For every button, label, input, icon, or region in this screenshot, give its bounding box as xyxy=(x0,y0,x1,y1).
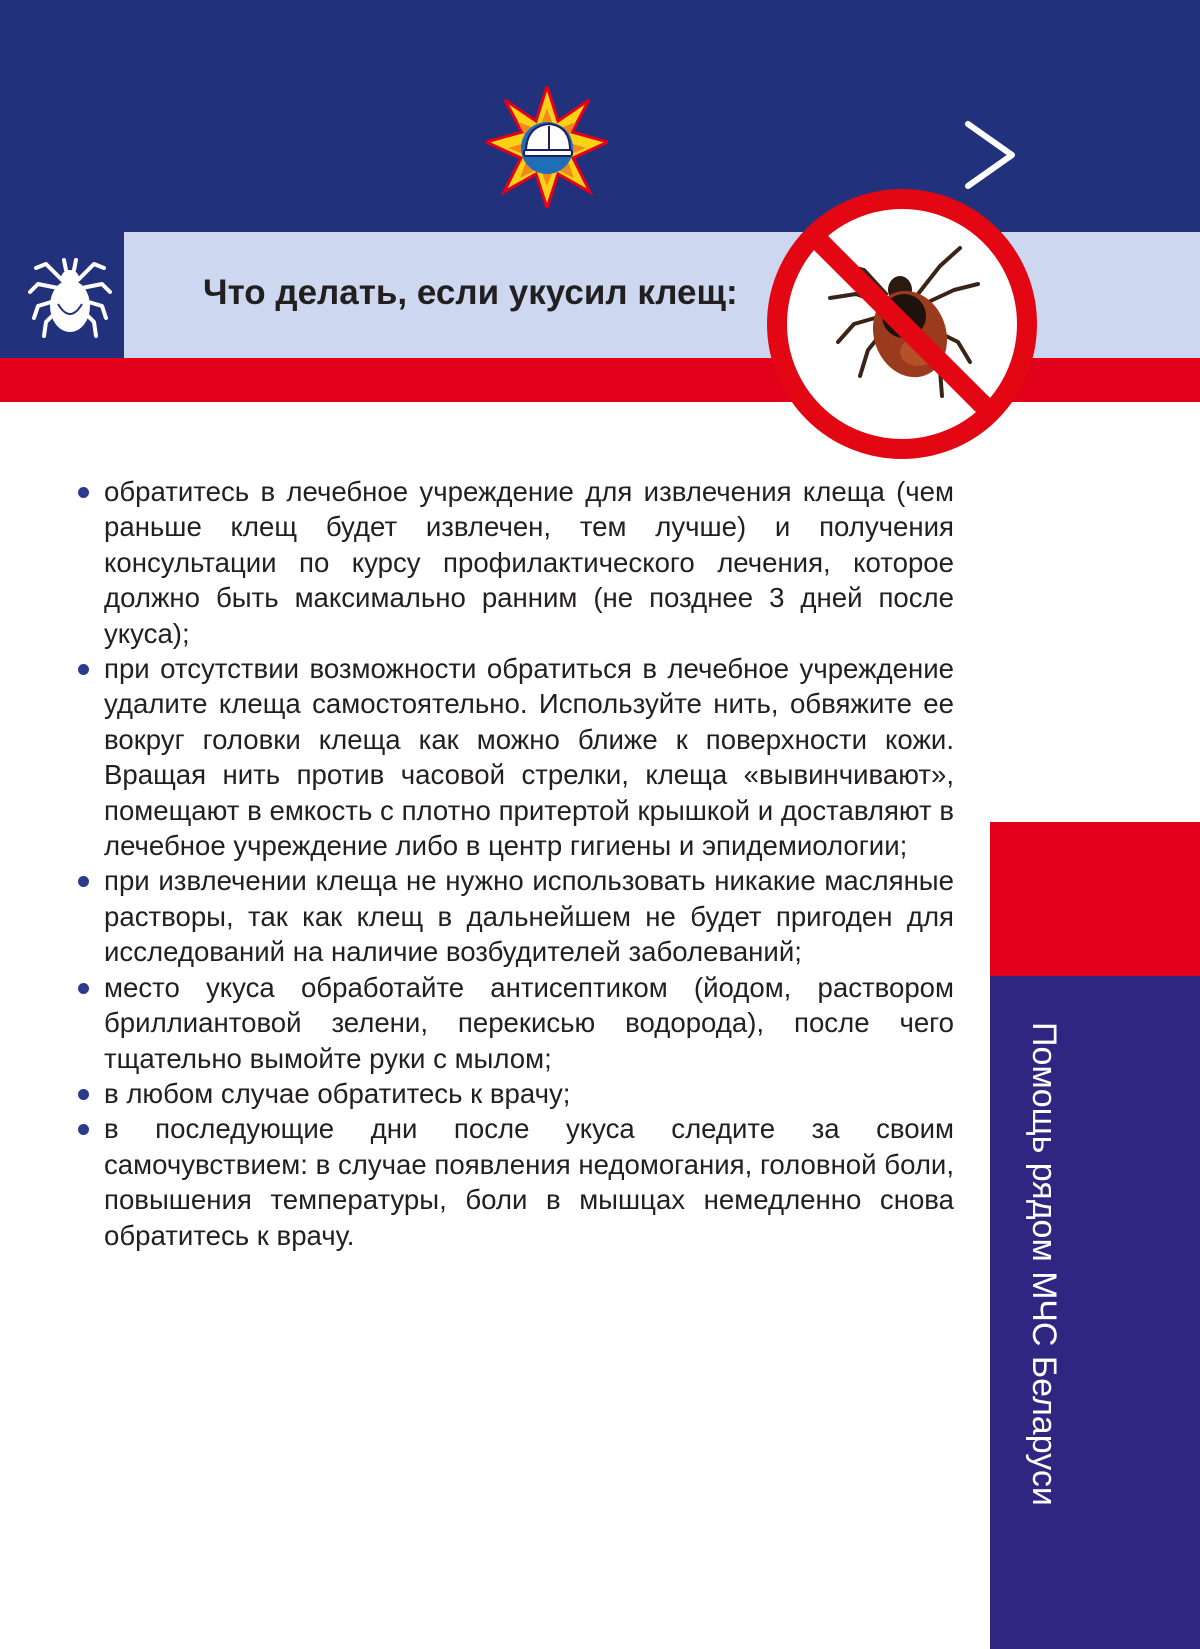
list-item xyxy=(78,651,954,863)
list-item xyxy=(78,474,954,651)
bullet-dot xyxy=(78,983,89,994)
list-item xyxy=(78,1111,954,1253)
mchs-emblem-icon xyxy=(486,86,608,208)
list-item-text: в любом случае обратитесь к врачу; xyxy=(104,1077,571,1109)
list-item xyxy=(78,970,954,1076)
sidebar-blue-block xyxy=(990,976,1200,1649)
list-item-text: место укуса обработайте антисептиком (йодом, раствором бриллиантовой зелени, перекисью водорода), после чего тщательно вымойте руки с мылом; xyxy=(104,971,954,1074)
sidebar-red-block xyxy=(990,822,1200,976)
bullet-dot xyxy=(78,664,89,675)
instructions-list xyxy=(78,474,954,1253)
list-item-text: при извлечении клеща не нужно использовать никакие масляные растворы, так как клещ в дальнейшем не будет пригоден для исследований на наличие возбудителей заболеваний; xyxy=(104,865,954,968)
bullet-dot xyxy=(78,487,89,498)
sidebar-slogan: Помощь рядом МЧС Беларуси xyxy=(1025,1022,1063,1506)
list-item-text: в последующие дни после укуса следите за своим самочувствием: в случае появления недомогания, головной боли, повышения температуры, боли в мышцах немедленно снова обратитесь к врачу. xyxy=(104,1113,954,1251)
tick-silhouette-icon xyxy=(26,246,114,342)
page-title: Что делать, если укусил клещ: xyxy=(203,273,738,312)
bullet-dot xyxy=(78,1089,89,1100)
bullet-dot xyxy=(78,1124,89,1135)
list-item xyxy=(78,1076,954,1111)
chevron-right-icon xyxy=(960,120,1020,190)
list-item xyxy=(78,863,954,969)
list-item-text: при отсутствии возможности обратиться в лечебное учреждение удалите клеща самостоятельно. Используйте нить, обвяжите ее вокруг головки клеща как можно ближе к поверхности кожи. Вращая нить против часовой стрелки, клеща «вывинчивают», помещают в емкость с плотно притертой крышкой и доставляют в лечебное учреждение либо в центр гигиены и эпидемиологии; xyxy=(104,653,954,862)
list-item-text: обратитесь в лечебное учреждение для извлечения клеща (чем раньше клещ будет извлечен, тем лучше) и получения консультации по курсу профилактического лечения, которое должно быть максимально ранним (не позднее 3 дней после укуса); xyxy=(104,476,954,649)
no-ticks-sign-icon xyxy=(764,186,1040,462)
bullet-dot xyxy=(78,876,89,887)
